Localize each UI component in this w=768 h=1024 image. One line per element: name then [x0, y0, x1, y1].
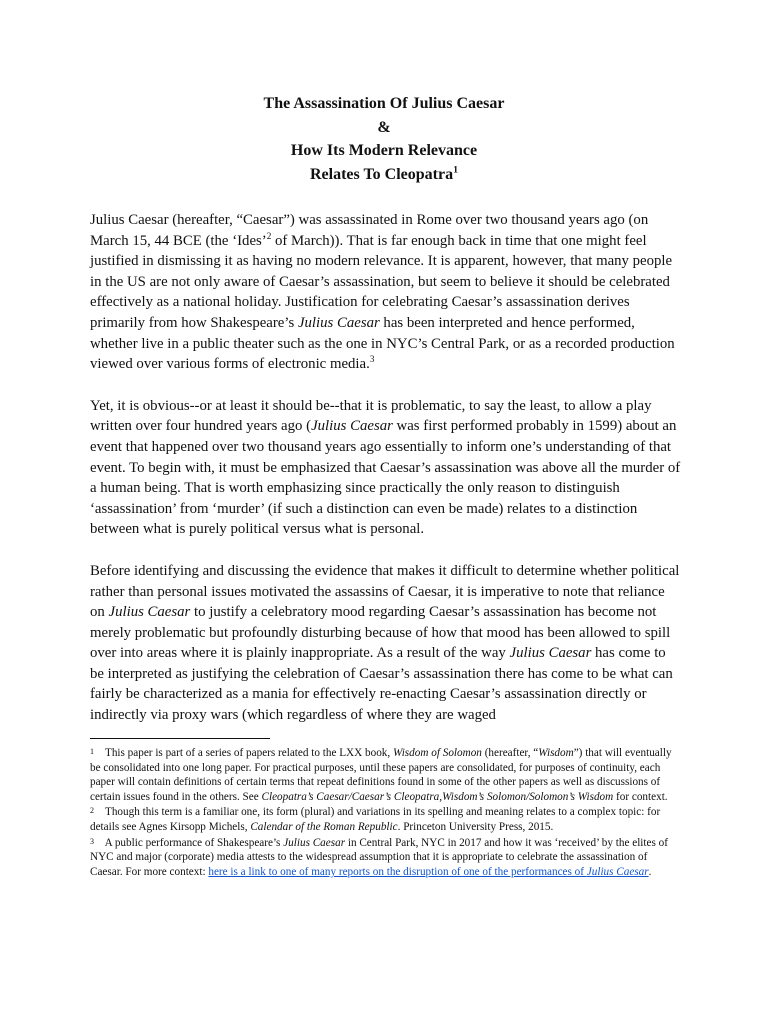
- document-title: [0, 92, 768, 186]
- p1-text-a: Julius Caesar (hereafter, “Caesar”) was assassinated in Rome over two thousand years ago (on March 15, 44 BCE (the ‘Ides’: [90, 212, 649, 249]
- fn3-text-c: .: [648, 865, 652, 878]
- report-link-text: here is a link to one of many reports on the disruption of one of the performances of: [208, 865, 587, 878]
- fn3-text-b: in Central Park, NYC in 2017 and how it was ‘received’ by the elites of NYC and major (corporate) media attests to the widespread assumption that it is appropriate to celebrate the assassination of Caesar. For more context:: [90, 836, 668, 878]
- footnote-3-number: 3: [90, 836, 94, 846]
- footnote-2-number: 2: [90, 806, 94, 816]
- fn1-text-d: for context.: [613, 790, 668, 803]
- paragraph-3: [90, 561, 682, 726]
- footnote-ref-2[interactable]: 2: [266, 230, 272, 241]
- footnote-1: [90, 746, 682, 804]
- footnote-ref-3[interactable]: 3: [369, 354, 375, 365]
- footnote-1-number: 1: [90, 747, 94, 756]
- p3-text-a: Before identifying and discussing the evidence that makes it difficult to determine whether political rather than personal issues motivated the assassins of Caesar, it is imperative to note that reliance on: [90, 562, 680, 621]
- fn2-text-b: . Princeton University Press, 2015.: [397, 820, 554, 833]
- p3-play-title-2: Julius Caesar: [509, 645, 592, 662]
- fn1-paper-title: Cleopatra’s Caesar/Caesar’s Cleopatra,Wisdom’s Solomon/Solomon’s Wisdom: [261, 790, 614, 803]
- fn3-play-title: Julius Caesar: [283, 836, 346, 849]
- fn1-short-title: Wisdom: [538, 747, 574, 759]
- document-body: [90, 210, 682, 747]
- footnote-2: [90, 805, 682, 834]
- fn3-text-a: A public performance of Shakespeare’s: [104, 836, 284, 849]
- fn1-text-a: This paper is part of a series of papers related to the LXX book,: [105, 747, 393, 759]
- paragraph-2: [90, 396, 682, 540]
- footnotes-section: [90, 738, 682, 880]
- p3-text-b: to justify a celebratory mood regarding Caesar’s assassination has become not merely problematic but profoundly disturbing because of how that mood has been allowed to spill over into areas where it is plainly inappropriate. As a result of the way: [90, 604, 671, 662]
- footnote-3: [90, 836, 682, 880]
- fn2-book-title: Calendar of the Roman Republic: [250, 820, 398, 833]
- title-line-4-text: Relates To Cleopatra: [309, 165, 454, 183]
- p3-play-title-1: Julius Caesar: [108, 604, 191, 621]
- fn2-text-a: Though this term is a familiar one, its form (plural) and variations in its spelling and meaning relates to a complex topic: for details see Agnes Kirsopp Michels,: [90, 806, 661, 833]
- fn1-text-b: (hereafter, “: [481, 747, 539, 759]
- p3-text-c: has come to be interpreted as justifying the celebration of Caesar’s assassination there has come to be what can fairly be characterized as a mania for effectively re-enacting Caesar’s assassination directly or indirectly via proxy wars (which regardless of where they are waged: [90, 645, 673, 724]
- p2-text-a: Yet, it is obvious--or at least it should be--that it is problematic, to say the least, to allow a play written over four hundred years ago (: [90, 397, 652, 435]
- fn1-text-c: ”) that will eventually be consolidated into one long paper. For practical purposes, until these papers are consolidated, for purposes of continuity, each paper will contain definitions of certain terms that repeat definitions found in some of the other papers as well as discussions of certain issues found in the others. See: [90, 747, 672, 803]
- report-link-play-title: Julius Caesar: [586, 865, 649, 878]
- p1-text-c: has been interpreted and hence performed, whether live in a public theater such as the one in NYC’s Central Park, or as a recorded production viewed over various forms of electronic media.: [90, 314, 675, 373]
- report-link[interactable]: [208, 866, 648, 878]
- p2-text-b: was first performed probably in 1599) about an event that happened over two thousand years ago essentially to inform one’s understanding of that event. To begin with, it must be emphasized that Caesar’s assassination was above all the murder of a human being. That is worth emphasizing since practically the only reason to distinguish ‘assassination’ from ‘murder’ (if such a distinction can even be made) relates to a distinction between what is purely political versus what is personal.: [90, 418, 681, 538]
- footnote-divider: [90, 738, 270, 739]
- p2-play-title: Julius Caesar: [311, 418, 393, 435]
- p1-text-b: of March)). That is far enough back in time that one might feel justified in dismissing it as having no modern relevance. It is apparent, however, that many people in the US are not only aware of Caesar’s assassination, but seem to believe it should be celebrated effectively as a national holiday. Justification for celebrating Caesar’s assassination derives primarily from how Shakespeare’s: [90, 232, 673, 331]
- p1-play-title: Julius Caesar: [297, 314, 380, 331]
- fn1-book-title: Wisdom of Solomon: [393, 747, 482, 759]
- title-line-2: &: [377, 118, 391, 136]
- footnote-ref-1[interactable]: 1: [453, 164, 459, 176]
- title-line-4: [0, 163, 768, 187]
- title-line-1: The Assassination Of Julius Caesar: [263, 95, 505, 112]
- paragraph-1: [90, 210, 682, 375]
- title-line-3: How Its Modern Relevance: [290, 142, 478, 159]
